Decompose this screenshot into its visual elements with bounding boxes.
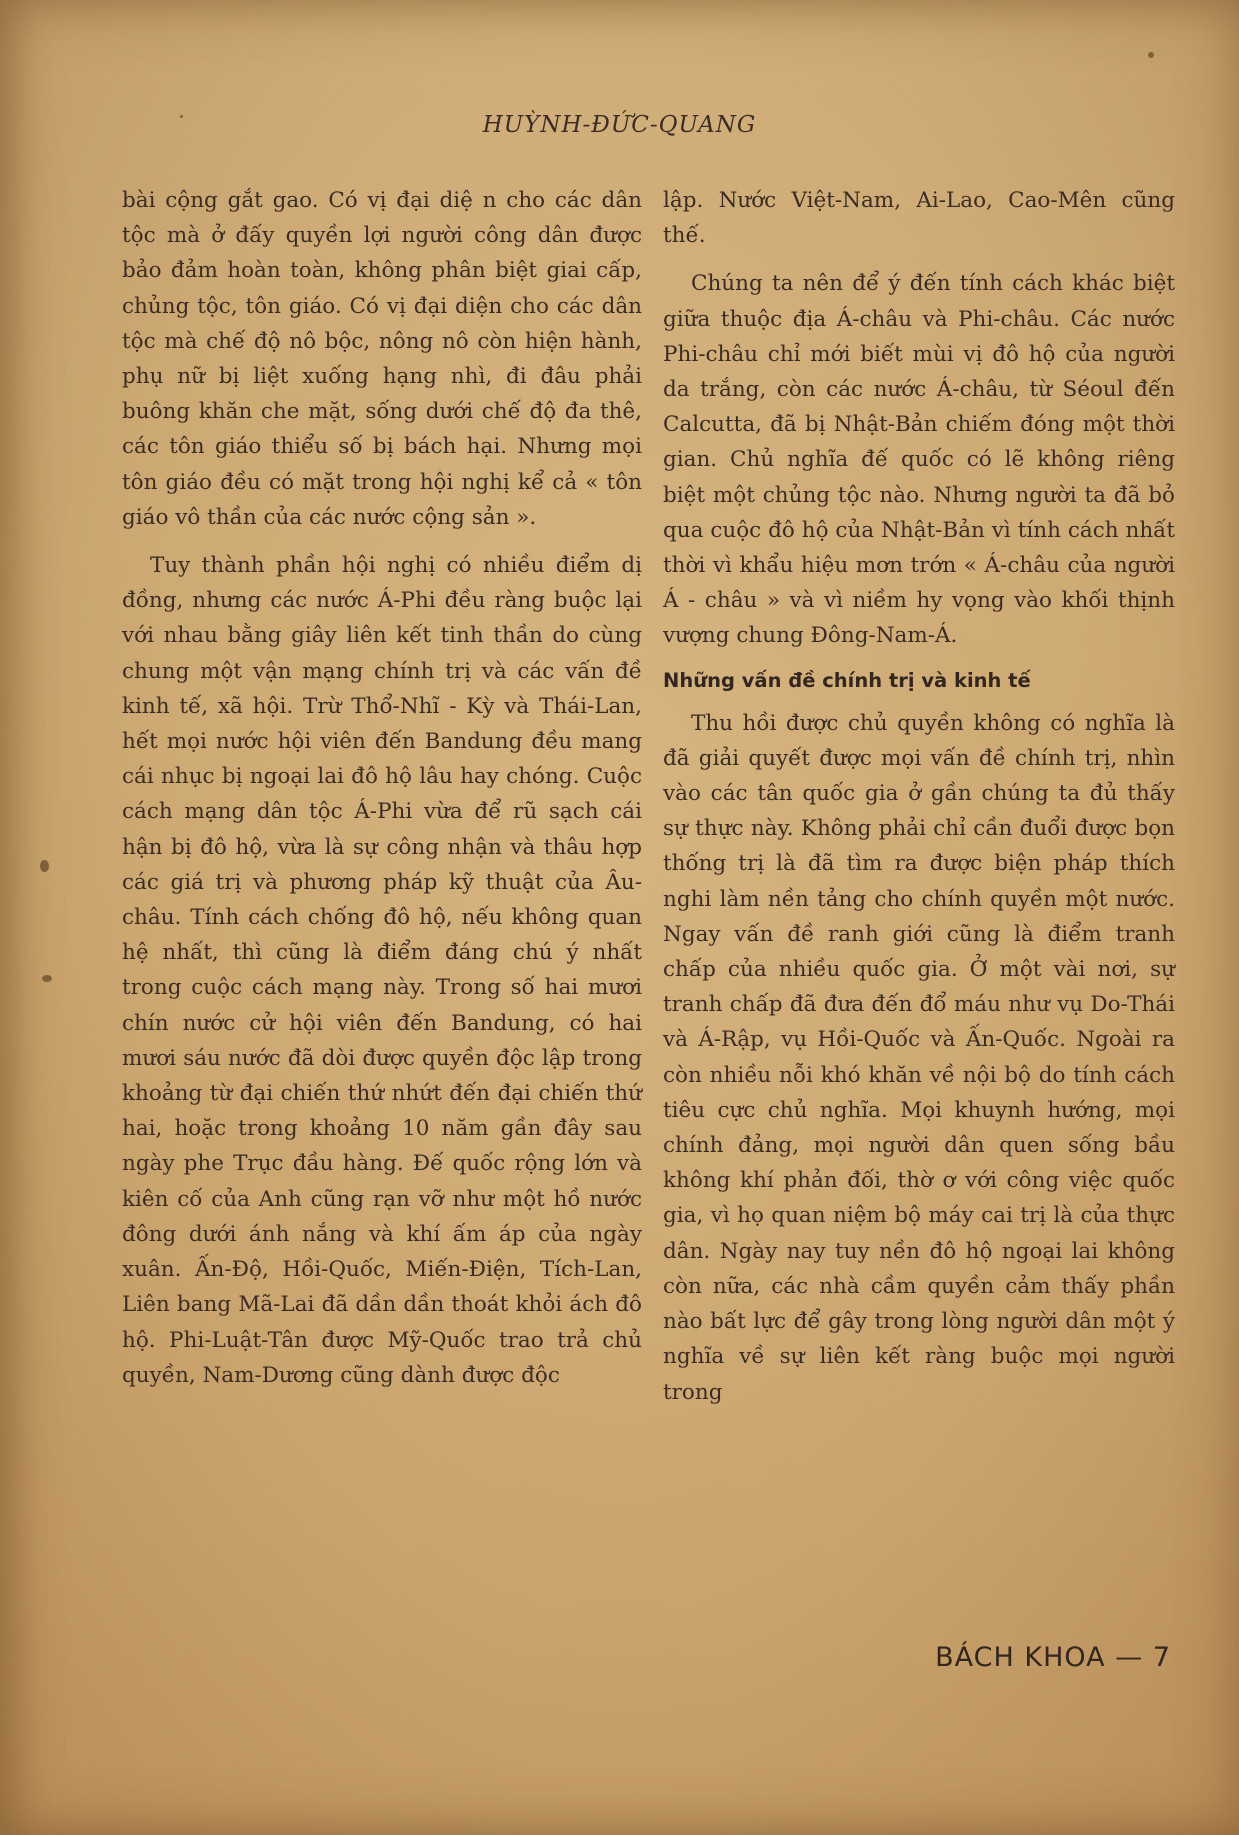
paper-speck: [180, 115, 183, 118]
right-column: [663, 183, 1175, 1410]
paper-speck: [1148, 52, 1154, 58]
right-paragraph-2: Chúng ta nên để ý đến tính cách khác biệt giữa thuộc địa Á-châu và Phi-châu. Các nước Phi-châu chỉ mới biết mùi vị đô hộ của người da trắng, còn các nước Á-châu, từ Séoul đến Calcutta, đã bị Nhật-Bản chiếm đóng một thời gian. Chủ nghĩa đế quốc có lẽ không riêng biệt một chủng tộc nào. Nhưng người ta đã bỏ qua cuộc đô hộ của Nhật-Bản vì tính cách nhất thời vì khẩu hiệu mơn trớn « Á-châu của người Á - châu » và vì niềm hy vọng vào khối thịnh vượng chung Đông-Nam-Á.: [663, 271, 1175, 649]
right-paragraph-1: lập. Nước Việt-Nam, Ai-Lao, Cao-Mên cũng thế.: [663, 188, 1175, 249]
left-column: [122, 183, 642, 1393]
left-paragraph-1: bài cộng gắt gao. Có vị đại diệ n cho các dân tộc mà ở đấy quyền lợi người công dân được bảo đảm hoàn toàn, không phân biệt giai cấp, chủng tộc, tôn giáo. Có vị đại diện cho các dân tộc mà chế độ nô bộc, nông nô còn hiện hành, phụ nữ bị liệt xuống hạng nhì, đi đâu phải buông khăn che mặt, sống dưới chế độ đa thê, các tôn giáo thiểu số bị bách hại. Nhưng mọi tôn giáo đều có mặt trong hội nghị kể cả « tôn giáo vô thần của các nước cộng sản ».: [122, 188, 642, 530]
right-paragraph-3: Thu hồi được chủ quyền không có nghĩa là đã giải quyết được mọi vấn đề chính trị, nhìn vào các tân quốc gia ở gần chúng ta đủ thấy sự thực này. Không phải chỉ cần đuổi được bọn thống trị là đã tìm ra được biện pháp thích nghi làm nền tảng cho chính quyền một nước. Ngay vấn đề ranh giới cũng là điểm tranh chấp của nhiều quốc gia. Ở một vài nơi, sự tranh chấp đã đưa đến đổ máu như vụ Do-Thái và Á-Rập, vụ Hồi-Quốc và Ấn-Quốc. Ngoài ra còn nhiều nỗi khó khăn về nội bộ do tính cách tiêu cực chủ nghĩa. Mọi khuynh hướng, mọi chính đảng, mọi người dân quen sống bầu không khí phản đối, thờ ơ với công việc quốc gia, vì họ quan niệm bộ máy cai trị là của thực dân. Ngày nay tuy nền đô hộ ngoại lai không còn nữa, các nhà cầm quyền cảm thấy phần nào bất lực để gây trong lòng người dân một ý nghĩa về sự liên kết ràng buộc mọi người trong: [663, 710, 1175, 1405]
paper-speck: [42, 975, 52, 982]
section-heading: Những vấn đề chính trị và kinh tế: [663, 668, 1031, 692]
running-head-author: HUỲNH-ĐỨC-QUANG: [482, 112, 757, 138]
paper-speck: [40, 860, 49, 872]
footer-page-number: BÁCH KHOA — 7: [935, 1642, 1171, 1673]
left-paragraph-2: Tuy thành phần hội nghị có nhiều điểm dị đồng, nhưng các nước Á-Phi đều ràng buộc lại với nhau bằng giây liên kết tinh thần do cùng chung một vận mạng chính trị và các vấn đề kinh tế, xã hội. Trừ Thổ-Nhĩ - Kỳ và Thái-Lan, hết mọi nước hội viên đến Bandung đều mang cái nhục bị ngoại lai đô hộ lâu hay chóng. Cuộc cách mạng dân tộc Á-Phi vừa để rũ sạch cái hận bị đô hộ, vừa là sự công nhận và thâu hợp các giá trị và phương pháp kỹ thuật của Âu-châu. Tính cách chống đô hộ, nếu không quan hệ nhất, thì cũng là điểm đáng chú ý nhất trong cuộc cách mạng này. Trong số hai mươi chín nước cử hội viên đến Bandung, có hai mươi sáu nước đã dòi được quyền độc lập trong khoảng từ đại chiến thứ nhứt đến đại chiến thứ hai, hoặc trong khoảng 10 năm gần đây sau ngày phe Trục đầu hàng. Đế quốc rộng lớn và kiên cố của Anh cũng rạn vỡ như một hồ nước đông dưới ánh nắng và khí ấm áp của ngày xuân. Ấn-Độ, Hồi-Quốc, Miến-Điện, Tích-Lan, Liên bang Mã-Lai đã dần dần thoát khỏi ách đô hộ. Phi-Luật-Tân được Mỹ-Quốc trao trả chủ quyền, Nam-Dương cũng dành được độc: [122, 553, 642, 1388]
